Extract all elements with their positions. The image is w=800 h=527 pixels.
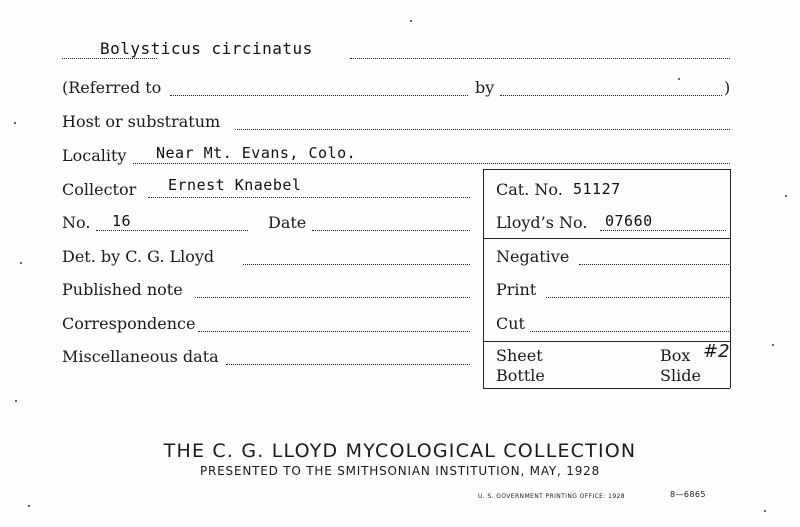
host-label: Host or substratum [62,112,221,131]
box-right-border [730,169,731,388]
box-divider-1 [483,238,730,239]
collection-title: THE C. G. LLOYD MYCOLOGICAL COLLECTION [163,440,637,462]
no-field [96,230,248,231]
locality-value: Near Mt. Evans, Colo. [156,144,357,162]
referred-to-label: (Referred to [62,78,162,97]
cat-no-value: 51127 [573,180,621,198]
print-field [546,297,729,298]
form-code: 8—6865 [670,490,706,499]
box-top-border [483,169,730,170]
collector-field [148,197,470,198]
correspondence-field [198,331,470,332]
referred-close: ) [724,78,731,97]
box-left-border [483,169,484,388]
scan-speck [772,344,774,346]
scan-speck [785,195,787,197]
box-label: Box [660,346,691,365]
scan-speck [15,400,17,402]
box-value: #2 [703,341,730,362]
lloyd-no-field [600,230,726,231]
misc-data-label: Miscellaneous data [62,347,219,366]
scan-speck [20,262,22,264]
box-bottom-border [483,388,730,389]
scan-speck [14,122,16,124]
scan-speck [410,20,412,22]
negative-label: Negative [496,247,570,266]
no-label: No. [62,213,91,232]
correspondence-label: Correspondence [62,314,196,333]
date-field [312,230,470,231]
sheet-label: Sheet [496,346,543,365]
host-field [235,129,730,130]
locality-label: Locality [62,146,127,165]
det-by-label: Det. by C. G. Lloyd [62,247,215,266]
bottle-label: Bottle [496,366,545,385]
published-note-label: Published note [62,280,183,299]
cut-field [530,331,729,332]
det-by-field [243,264,470,265]
no-value: 16 [112,212,132,230]
print-label: Print [496,280,537,299]
referred-by-label: by [475,78,495,97]
box-divider-2 [483,341,730,342]
cut-label: Cut [496,314,525,333]
date-label: Date [268,213,307,232]
cat-no-label: Cat. No. [496,180,563,199]
slide-label: Slide [660,366,701,385]
collection-subtitle: PRESENTED TO THE SMITHSONIAN INSTITUTION, MAY, 1928 [199,464,601,478]
scan-speck [764,510,766,512]
scan-speck [28,505,30,507]
collector-label: Collector [62,180,137,199]
scan-speck [678,78,680,80]
species-dots-lead [62,58,157,59]
referred-to-field [170,95,468,96]
species-name: Bolysticus circinatus [100,39,313,58]
species-dots-trail [350,58,730,59]
misc-data-field [226,364,470,365]
printing-office-note: U. S. GOVERNMENT PRINTING OFFICE: 1928 [478,493,625,500]
published-note-field [195,297,470,298]
collector-value: Ernest Knaebel [168,176,302,194]
lloyd-no-label: Lloyd’s No. [496,213,588,232]
lloyd-no-value: 07660 [605,212,653,230]
negative-field [579,264,729,265]
referred-by-field [500,95,722,96]
locality-field [133,163,730,164]
